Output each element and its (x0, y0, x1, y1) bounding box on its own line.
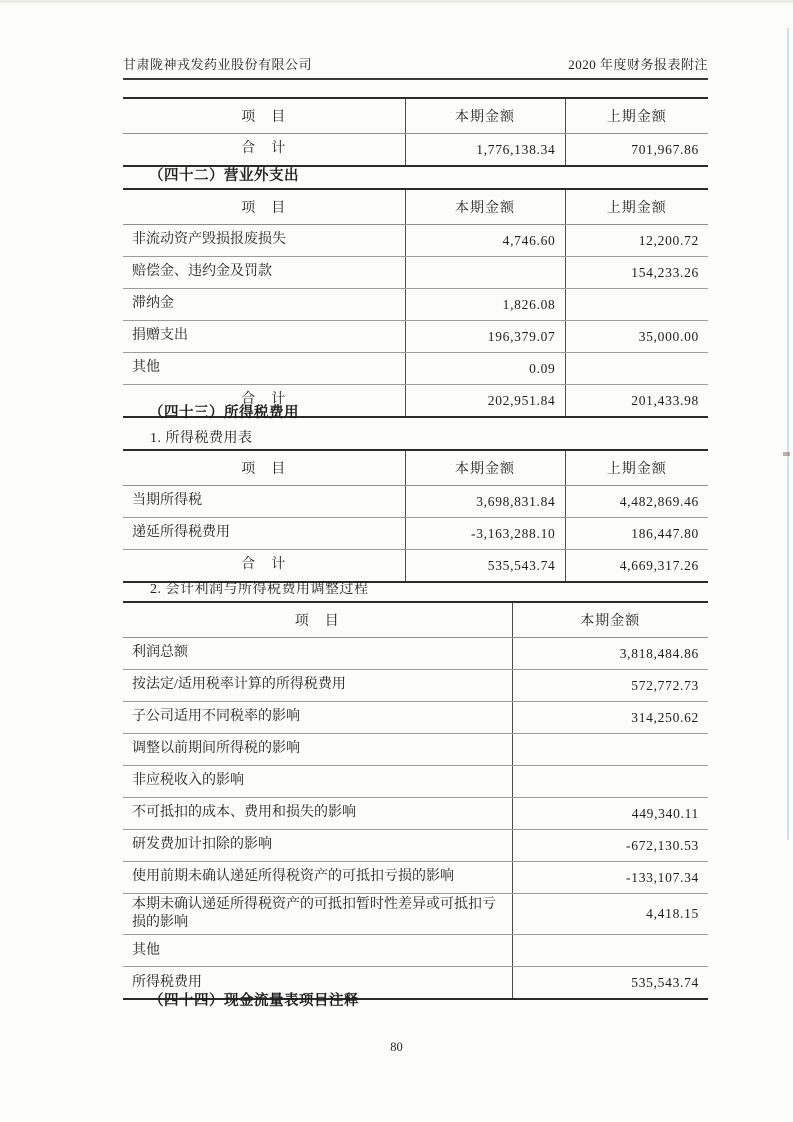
cell-value: 35,000.00 (565, 321, 708, 353)
cell-value: 4,669,317.26 (565, 550, 708, 583)
cell-value: 3,698,831.84 (405, 486, 565, 518)
cell-value: 1,776,138.34 (405, 134, 565, 167)
cell-value: 1,826.08 (405, 289, 565, 321)
row-label: 所得税费用 (132, 974, 202, 990)
table-row (123, 894, 708, 935)
table-row (123, 134, 708, 167)
row-label: 合 计 (241, 557, 287, 573)
table-header-row (123, 189, 708, 225)
summary-total-table (123, 97, 708, 167)
table-header-row (123, 450, 708, 486)
table-row (123, 766, 708, 798)
cell-value: 4,418.15 (512, 894, 708, 935)
cell-value: 0.09 (405, 353, 565, 385)
table-row (123, 734, 708, 766)
table-row (123, 798, 708, 830)
table-row (123, 289, 708, 321)
column-header: 本期金额 (405, 189, 565, 225)
table-row (123, 321, 708, 353)
table-row (123, 225, 708, 257)
row-label: 子公司适用不同税率的影响 (123, 702, 512, 734)
table-row (123, 702, 708, 734)
table-header-row (123, 98, 708, 134)
cell-value: 12,200.72 (565, 225, 708, 257)
column-header: 项 目 (123, 602, 512, 638)
cell-value: -133,107.34 (512, 862, 708, 894)
cell-value (565, 353, 708, 385)
cell-value (565, 289, 708, 321)
table-row (123, 862, 708, 894)
row-label: 递延所得税费用 (123, 518, 405, 550)
row-label: 滞纳金 (123, 289, 405, 321)
cell-value: 449,340.11 (512, 798, 708, 830)
cell-value: 701,967.86 (565, 134, 708, 167)
table-row (123, 486, 708, 518)
scan-tick-artifact (783, 452, 790, 456)
table-row (123, 830, 708, 862)
column-header: 本期金额 (405, 450, 565, 486)
cell-value: 535,543.74 (512, 967, 708, 1000)
row-label: 当期所得税 (123, 486, 405, 518)
table-row (123, 638, 708, 670)
cell-value: -3,163,288.10 (405, 518, 565, 550)
row-label: 其他 (123, 935, 512, 967)
cell-value: 186,447.80 (565, 518, 708, 550)
row-label: 不可抵扣的成本、费用和损失的影响 (123, 798, 512, 830)
scan-line-artifact (787, 28, 789, 840)
row-label: 捐赠支出 (123, 321, 405, 353)
row-label: 研发费加计扣除的影响 (123, 830, 512, 862)
section-heading-42: （四十二）营业外支出 (149, 168, 299, 184)
column-header: 项 目 (123, 98, 405, 134)
row-label: 调整以前期间所得税的影响 (123, 734, 512, 766)
column-header: 本期金额 (405, 98, 565, 134)
cell-value: 3,818,484.86 (512, 638, 708, 670)
row-label: 合 计 (241, 141, 287, 157)
document-header (123, 54, 708, 80)
cell-value: 201,433.98 (565, 385, 708, 418)
cell-value: 196,379.07 (405, 321, 565, 353)
report-title: 2020 年度财务报表附注 (568, 57, 708, 72)
row-label: 非流动资产毁损报废损失 (123, 225, 405, 257)
column-header: 上期金额 (565, 450, 708, 486)
cell-value: 572,772.73 (512, 670, 708, 702)
table-row (123, 670, 708, 702)
column-header: 本期金额 (512, 602, 708, 638)
table-row (123, 935, 708, 967)
cell-value: 4,482,869.46 (565, 486, 708, 518)
cell-value: -672,130.53 (512, 830, 708, 862)
table-header-row (123, 602, 708, 638)
row-label: 其他 (123, 353, 405, 385)
non-operating-expenses-table (123, 188, 708, 418)
scan-edge-artifact (0, 0, 793, 3)
row-label: 使用前期未确认递延所得税资产的可抵扣亏损的影响 (123, 862, 512, 894)
row-label: 合 计 (241, 392, 287, 408)
cell-value: 154,233.26 (565, 257, 708, 289)
income-tax-expense-table (123, 449, 708, 583)
table-row (123, 353, 708, 385)
cell-value (512, 734, 708, 766)
section-heading-44: （四十四）现金流量表项目注释 (149, 993, 359, 1009)
cell-value: 202,951.84 (405, 385, 565, 418)
cell-value (512, 935, 708, 967)
cell-value (512, 766, 708, 798)
cell-value: 4,746.60 (405, 225, 565, 257)
section-heading-43: （四十三）所得税费用 (149, 405, 299, 421)
subsection-heading-tax-reconciliation: 2. 会计利润与所得税费用调整过程 (150, 582, 369, 597)
row-label: 利润总额 (123, 638, 512, 670)
cell-value (405, 257, 565, 289)
table-row (123, 257, 708, 289)
cell-value: 314,250.62 (512, 702, 708, 734)
column-header: 上期金额 (565, 98, 708, 134)
column-header: 上期金额 (565, 189, 708, 225)
column-header: 项 目 (123, 189, 405, 225)
company-name: 甘肃陇神戎发药业股份有限公司 (123, 57, 313, 72)
row-label: 本期未确认递延所得税资产的可抵扣暂时性差异或可抵扣亏损的影响 (123, 894, 512, 935)
tax-reconciliation-table (123, 601, 708, 1000)
row-label: 赔偿金、违约金及罚款 (123, 257, 405, 289)
cell-value: 535,543.74 (405, 550, 565, 583)
column-header: 项 目 (123, 450, 405, 486)
table-row (123, 518, 708, 550)
row-label: 非应税收入的影响 (123, 766, 512, 798)
row-label: 按法定/适用税率计算的所得税费用 (123, 670, 512, 702)
page-number: 80 (390, 1040, 403, 1054)
subsection-heading-income-tax-table: 1. 所得税费用表 (150, 431, 253, 446)
